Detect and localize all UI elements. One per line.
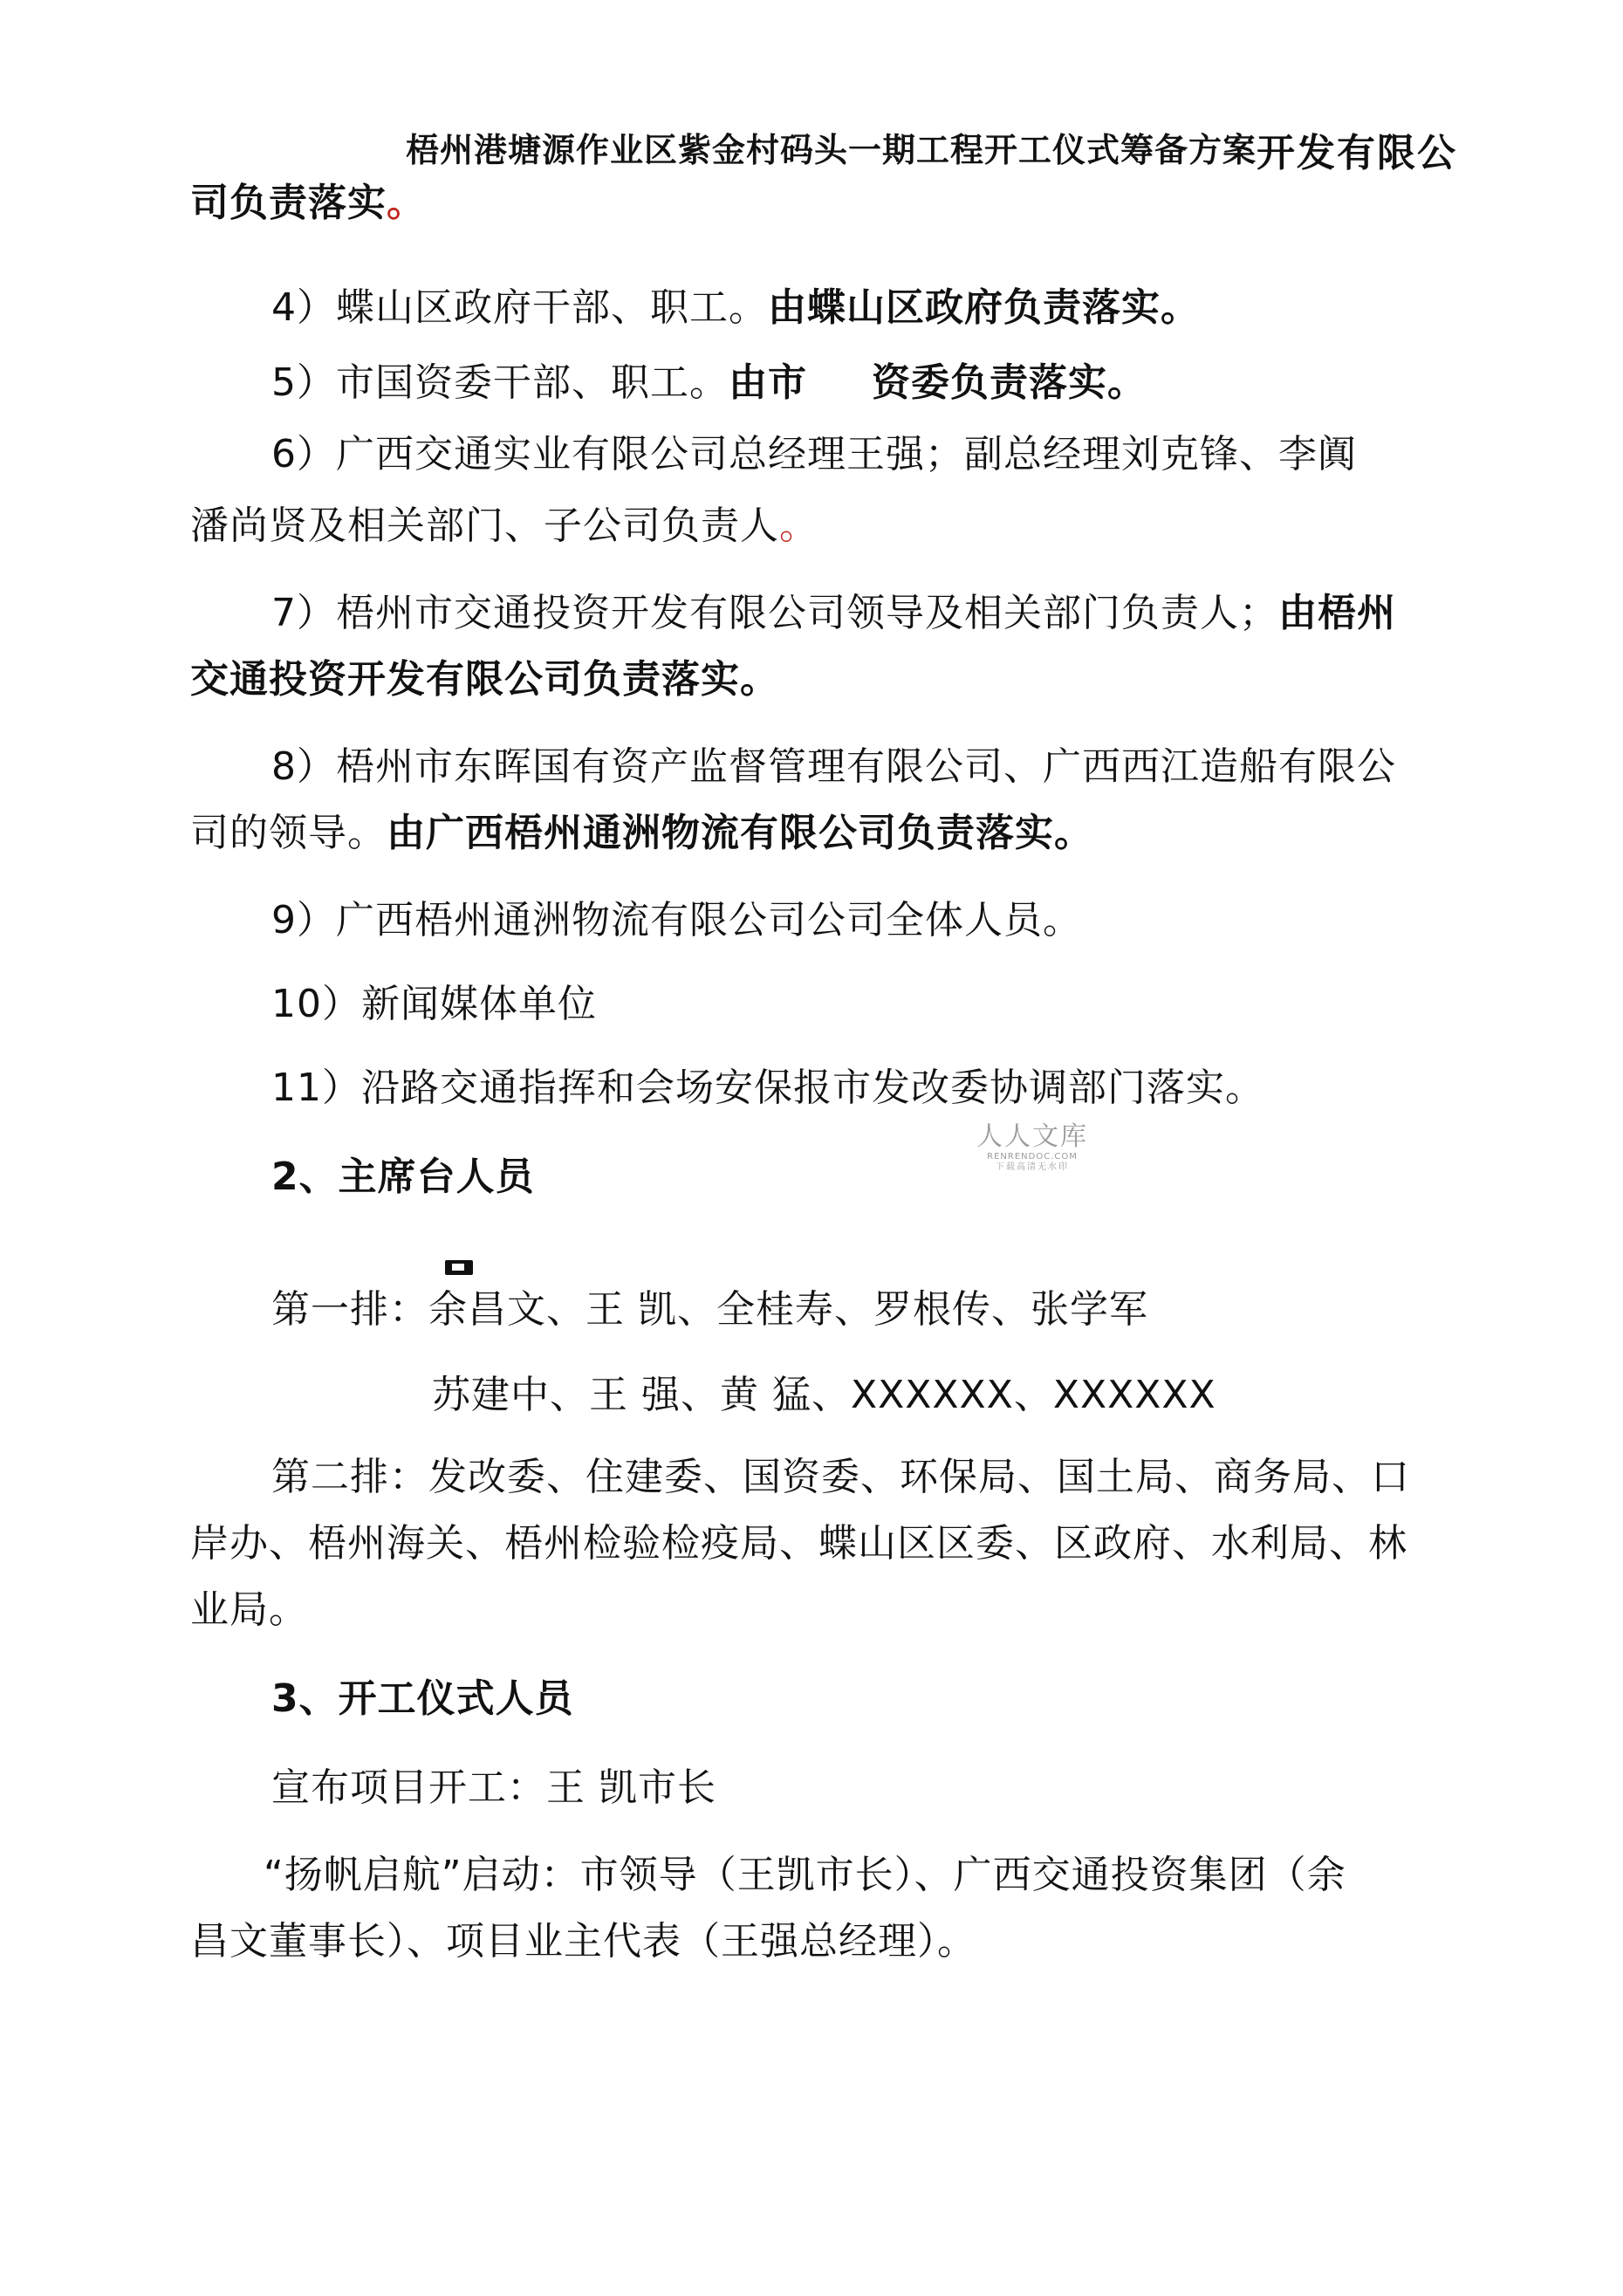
list-item-6: 6）广西交通实业有限公司总经理王强；副总经理刘克锋、李阗 [271, 432, 1357, 476]
list-item-8: 8）梧州市东晖国有资产监督管理有限公司、广西西江造船有限公 [271, 744, 1396, 789]
watermark-subtitle: 下载高清无水印 [996, 1162, 1069, 1172]
list-item-6-cont: 潘尚贤及相关部门、子公司负责人。 [190, 504, 818, 548]
section-heading-2: 2、主席台人员 [271, 1155, 535, 1199]
seating-row-1: 第一排：余昌文、王 凯、全桂寿、罗根传、张学军 [271, 1287, 1148, 1332]
header-continuation-text: 开发有限公 [1257, 131, 1457, 175]
announce-line: 宣布项目开工：王 凯市长 [271, 1765, 716, 1810]
text-line: 司负责落实。 [190, 181, 426, 225]
section-heading-3: 3、开工仪式人员 [271, 1676, 574, 1721]
list-item-10: 10）新闻媒体单位 [271, 982, 597, 1026]
list-item-7-cont: 交通投资开发有限公司负责落实。 [190, 657, 779, 702]
seating-row-2-cont: 岸办、梧州海关、梧州检验检疫局、蝶山区区委、区政府、水利局、林 [190, 1521, 1407, 1566]
list-item-11: 11）沿路交通指挥和会场安保报市发改委协调部门落实。 [271, 1066, 1264, 1110]
document-header-title: 梧州港塘源作业区紫金村码头一期工程开工仪式筹备方案 [406, 131, 1257, 169]
launch-line: “扬帆启航”启动：市领导（王凯市长）、广西交通投资集团（余 [264, 1853, 1346, 1897]
seating-row-1-cont: 苏建中、王 强、黄 猛、XXXXXX、XXXXXX [432, 1373, 1216, 1417]
watermark-url: RENRENDOC.COM [987, 1152, 1078, 1162]
list-item-5: 5）市国资委干部、职工。由市 资委负责落实。 [271, 360, 1147, 405]
watermark-title: 人人文库 [976, 1121, 1088, 1152]
list-item-7: 7）梧州市交通投资开发有限公司领导及相关部门负责人；由梧州 [271, 591, 1396, 635]
launch-line-cont: 昌文董事长）、项目业主代表（王强总经理）。 [190, 1919, 976, 1964]
small-mark-icon [445, 1260, 473, 1275]
list-item-9: 9）广西梧州通洲物流有限公司公司全体人员。 [271, 898, 1082, 942]
watermark-logo [976, 1122, 1089, 1173]
list-item-4: 4）蝶山区政府干部、职工。由蝶山区政府负责落实。 [271, 285, 1200, 330]
list-item-8-cont: 司的领导。由广西梧州通洲物流有限公司负责落实。 [190, 811, 1093, 855]
seating-row-2: 第二排：发改委、住建委、国资委、环保局、国土局、商务局、口 [271, 1455, 1410, 1499]
seating-row-2-cont: 业局。 [190, 1587, 308, 1632]
